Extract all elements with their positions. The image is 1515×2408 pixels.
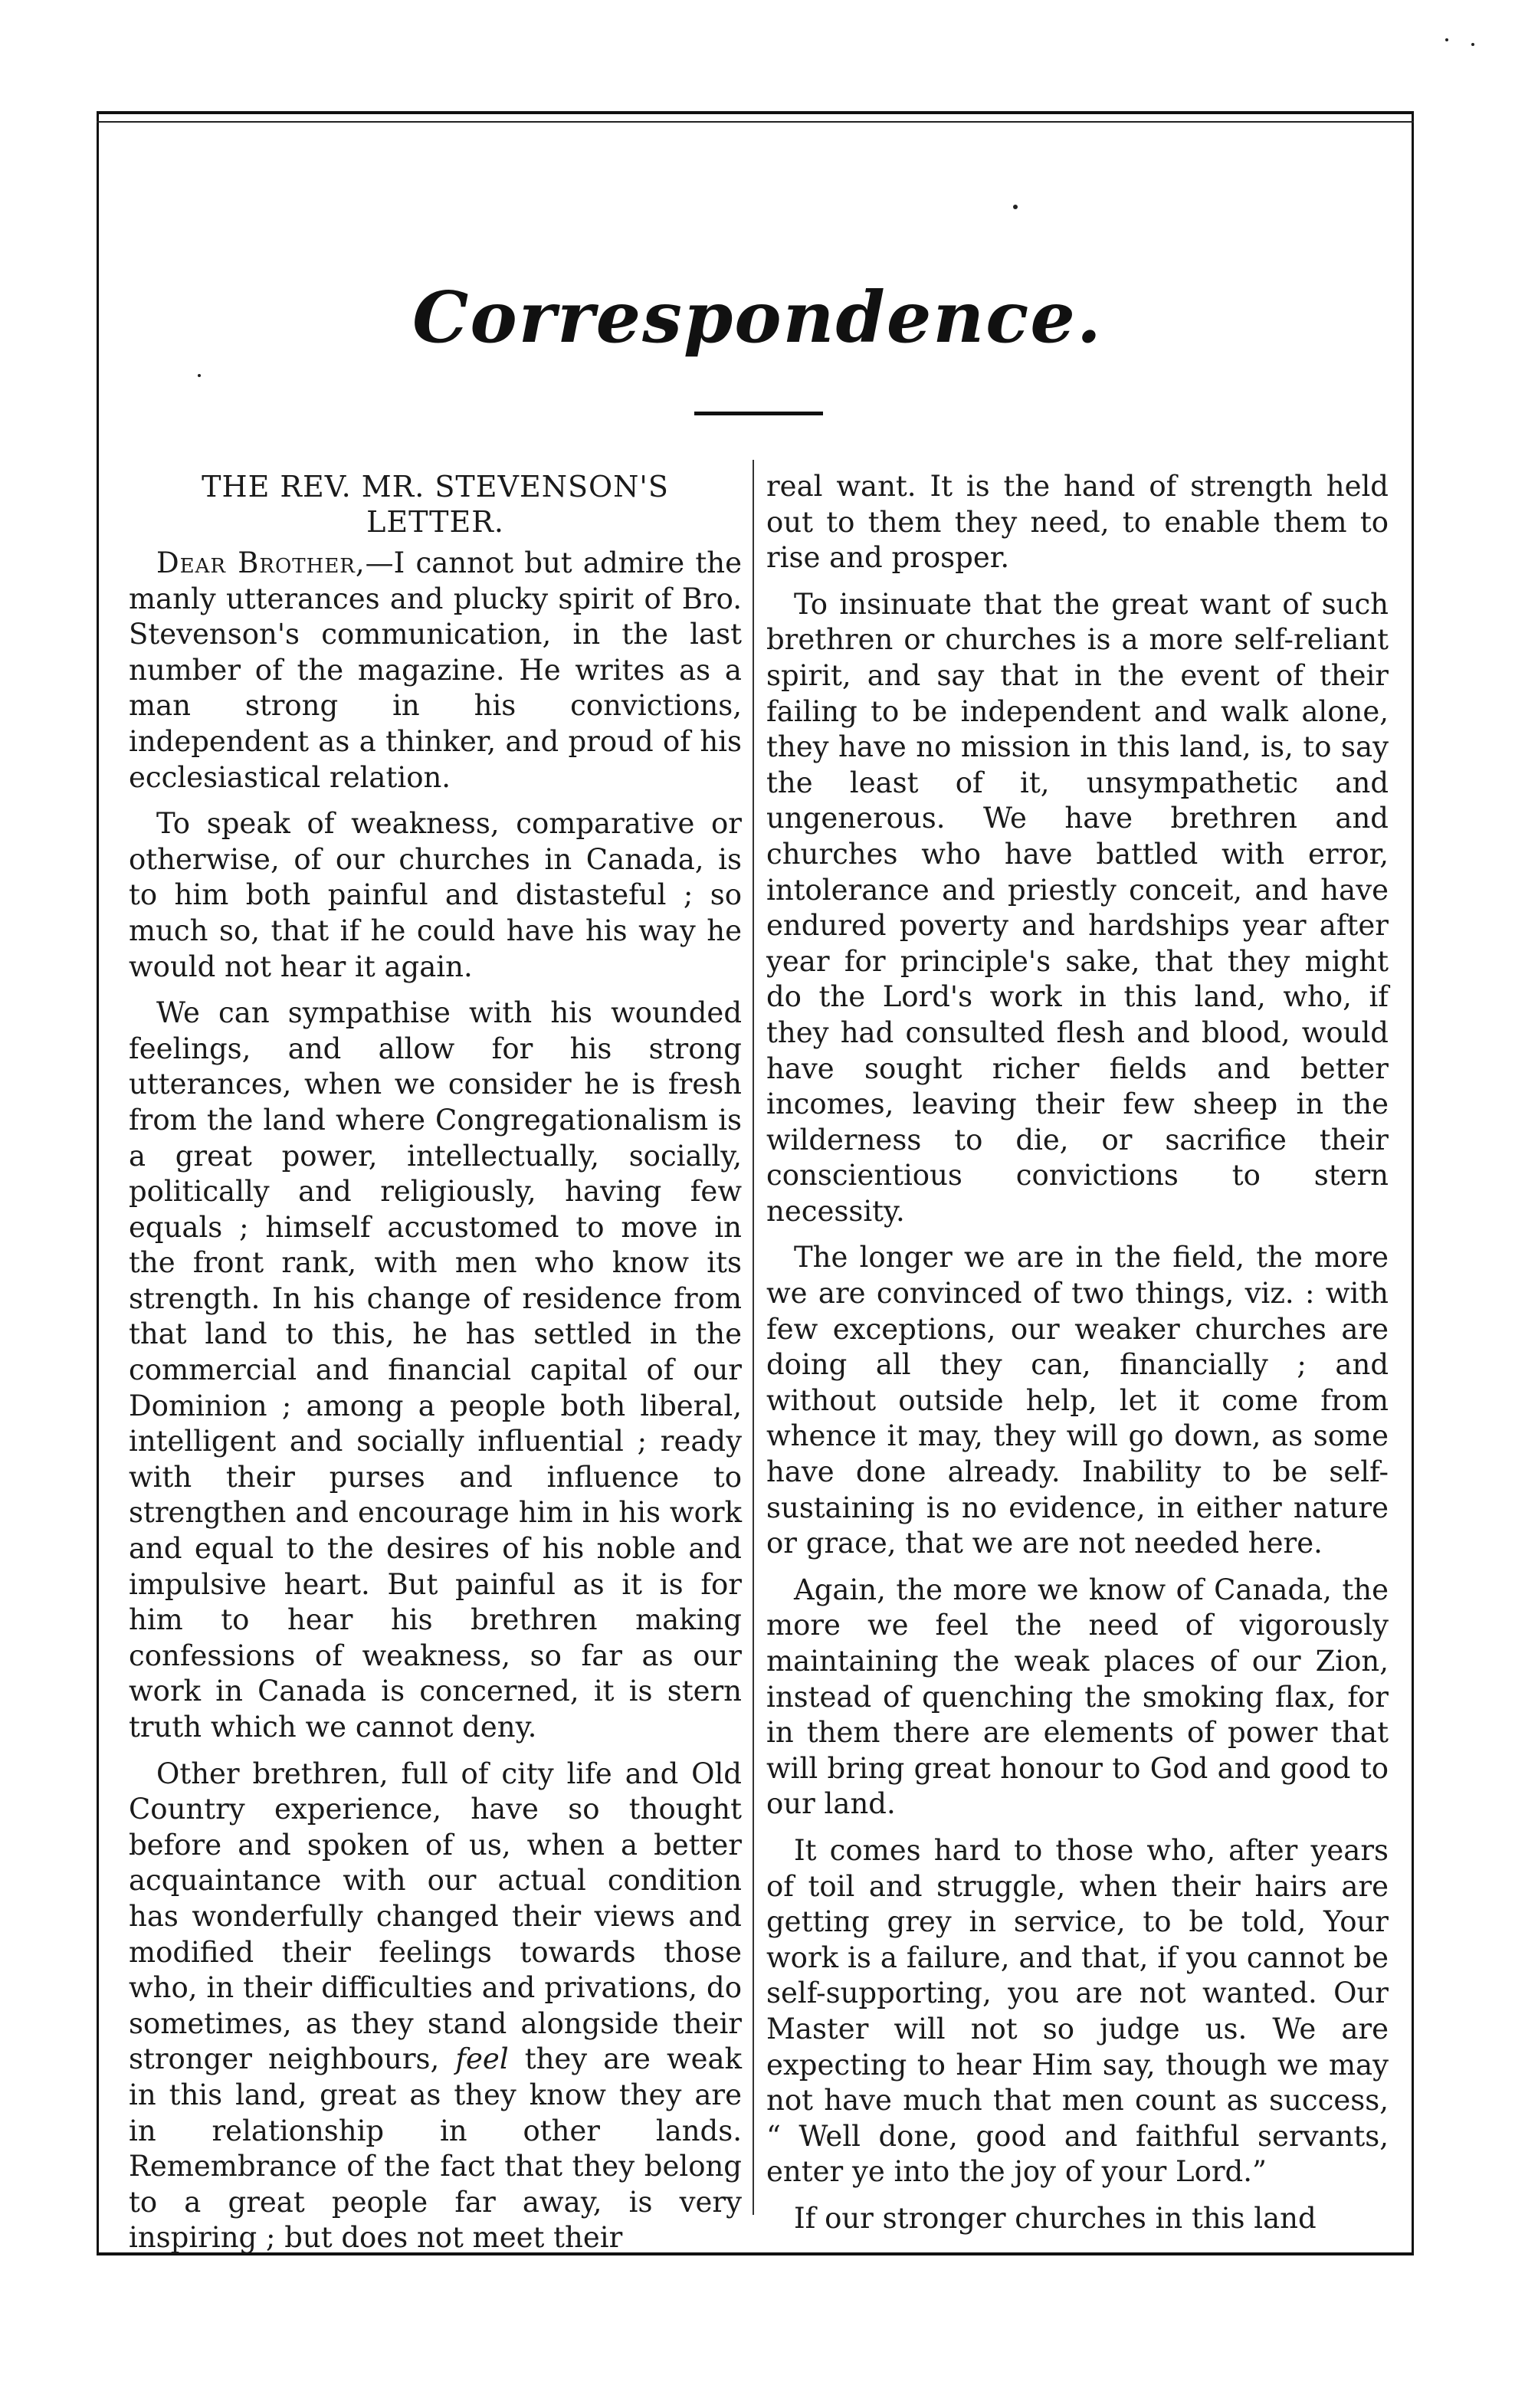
paragraph: To speak of weakness, comparative or otherwise, of our churches in Canada, is to him both painful and distasteful ; so much so, that if he could have his way he would not hear it again. [129,807,742,983]
paragraph: To insinuate that the great want of such brethren or churches is a more self-reliant spirit, and say that in the event of their failing to be independent and walk alone, they have no mission in this land, is, to say the least of it, unsympathetic and ungenerous. We have brethren and churches who have battled with error, intolerance and priestly conceit, and have endured poverty and hardships year after year for principle's sake, that they might do the Lord's work in this land, who, if they had consulted flesh and blood, would have sought richer fields and better incomes, leaving their few sheep in the wilderness to die, or sacrifice their conscientious convictions to stern necessity. [766,587,1389,1228]
top-inner-rule [97,121,1414,123]
emphasis: feel [455,2042,509,2076]
paragraph: We can sympathise with his wounded feelings, and allow for his strong utterances, when we consider he is fresh from the land where Congregationalism is a great power, intellectually, socially, politically and religiously, having few equals ; himself accustomed to move in the front rank, with men who know its strength. In his change of residence from that land to this, he has settled in the commercial and financial capital of our Dominion ; among a people both liberal, intelligent and socially influential ; ready with their purses and influence to strengthen and encourage him in his work and equal to the desires of his noble and impulsive heart. But painful as it is for him to hear his brethren making confessions of weakness, so far as our work in Canada is concerned, it is stern truth which we cannot deny. [129,996,742,1744]
article-title [129,469,742,540]
speck [198,374,201,377]
article-title-line1: THE REV. MR. STEVENSON'S [202,470,669,504]
paragraph-continued: real want. It is the hand of strength held out to them they need, to enable them to rise and prosper. [766,470,1389,575]
speck [1445,38,1448,41]
paragraph: Again, the more we know of Canada, the more we feel the need of vigorously maintaining the weak places of our Zion, instead of quenching the smoking flax, for in them there are elements of power that will bring great honour to God and good to our land. [766,1573,1389,1821]
paragraph-text: they are weak in this land, great as they know they are in relationship in other lands. Remembrance of the fact that they belong to a great people far away, is very inspiring ; but does not meet their [129,2042,742,2255]
column-divider [753,460,754,2215]
speck [1013,205,1018,209]
paragraph: The longer we are in the field, the more we are convinced of two things, viz. : with few exceptions, our weaker churches are doing all they can, financially ; and without outside help, let it come from whence it may, they will go down, as some have done already. Inability to be self-sustaining is no evidence, in either nature or grace, that we are not needed here. [766,1241,1389,1560]
paragraph [129,546,742,796]
paragraph: It comes hard to those who, after years of toil and struggle, when their hairs are getting grey in service, to be told, Your work is a failure, and that, if you cannot be self-supporting, you are not wanted. Our Master will not so judge us. We are expecting to hear Him say, though we may not have much that men count as success, “ Well done, good and faithful servants, enter ye into the joy of your Lord.” [766,1833,1389,2189]
salutation: Dear Brother, [156,546,366,579]
left-column [129,469,742,2255]
paragraph: If our stronger churches in this land [794,2201,1317,2235]
paragraph-text: —I cannot but admire the manly utterances and plucky spirit of Bro. Stevenson's communication, in the last number of the magazine. He writes as a man strong in his convictions, independent as a thinker, and proud of his ecclesiastical relation. [129,546,742,794]
article-title-line2: LETTER. [366,505,504,539]
page-heading: Correspondence. [412,276,1103,359]
right-column [766,469,1389,2235]
paragraph [129,1757,742,2256]
speck [1471,43,1474,46]
paragraph-text: Other brethren, full of city life and Old Country experience, have so thought before and spoken of us, when a better acquaintance with our actual condition has wonderfully changed their views and modified their feelings towards those who, in their difficulties and privations, do sometimes, as they stand alongside their stronger neighbours, [129,1757,742,2076]
heading-divider [694,412,823,415]
